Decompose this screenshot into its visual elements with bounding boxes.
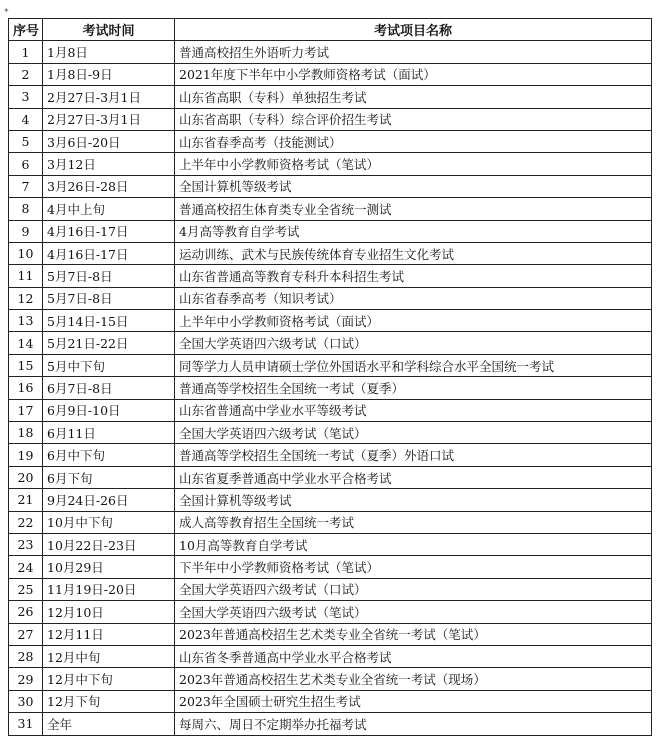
row-time: 4月16日-17日 bbox=[43, 220, 175, 242]
table-row bbox=[9, 354, 652, 376]
row-time: 10月29日 bbox=[43, 556, 175, 578]
row-seq: 5 bbox=[9, 130, 43, 152]
row-seq: 27 bbox=[9, 623, 43, 645]
row-exam-name: 山东省高职（专科）综合评价招生考试 bbox=[175, 108, 652, 130]
row-time: 全年 bbox=[43, 713, 175, 735]
row-time: 4月16日-17日 bbox=[43, 242, 175, 264]
row-time: 3月6日-20日 bbox=[43, 130, 175, 152]
row-seq: 9 bbox=[9, 220, 43, 242]
row-seq: 18 bbox=[9, 422, 43, 444]
table-row bbox=[9, 399, 652, 421]
row-seq: 26 bbox=[9, 601, 43, 623]
row-seq: 10 bbox=[9, 242, 43, 264]
row-exam-name: 全国大学英语四六级考试（口试） bbox=[175, 578, 652, 600]
row-seq: 1 bbox=[9, 41, 43, 63]
row-time: 3月12日 bbox=[43, 153, 175, 175]
table-row bbox=[9, 310, 652, 332]
table-row bbox=[9, 332, 652, 354]
table-row bbox=[9, 466, 652, 488]
table-row bbox=[9, 265, 652, 287]
table-row bbox=[9, 41, 652, 63]
header-time: 考试时间 bbox=[43, 19, 175, 41]
row-seq: 7 bbox=[9, 175, 43, 197]
row-seq: 28 bbox=[9, 645, 43, 667]
row-time: 5月21日-22日 bbox=[43, 332, 175, 354]
table-row bbox=[9, 645, 652, 667]
row-seq: 24 bbox=[9, 556, 43, 578]
row-time: 5月中下旬 bbox=[43, 354, 175, 376]
row-time: 2月27日-3月1日 bbox=[43, 86, 175, 108]
row-exam-name: 普通高等学校招生全国统一考试（夏季）外语口试 bbox=[175, 444, 652, 466]
table-row bbox=[9, 377, 652, 399]
table-row bbox=[9, 220, 652, 242]
row-time: 9月24日-26日 bbox=[43, 489, 175, 511]
row-time: 10月22日-23日 bbox=[43, 533, 175, 555]
row-time: 12月中下旬 bbox=[43, 668, 175, 690]
row-seq: 4 bbox=[9, 108, 43, 130]
row-exam-name: 全国计算机等级考试 bbox=[175, 175, 652, 197]
row-time: 12月下旬 bbox=[43, 690, 175, 712]
table-row bbox=[9, 511, 652, 533]
row-exam-name: 每周六、周日不定期举办托福考试 bbox=[175, 713, 652, 735]
table-row bbox=[9, 601, 652, 623]
row-exam-name: 普通高校招生外语听力考试 bbox=[175, 41, 652, 63]
table-row bbox=[9, 556, 652, 578]
row-time: 5月7日-8日 bbox=[43, 265, 175, 287]
row-time: 4月中上旬 bbox=[43, 198, 175, 220]
table-row bbox=[9, 422, 652, 444]
row-seq: 3 bbox=[9, 86, 43, 108]
row-time: 12月中旬 bbox=[43, 645, 175, 667]
row-exam-name: 山东省普通高等教育专科升本科招生考试 bbox=[175, 265, 652, 287]
table-row bbox=[9, 153, 652, 175]
row-exam-name: 山东省冬季普通高中学业水平合格考试 bbox=[175, 645, 652, 667]
row-exam-name: 同等学力人员申请硕士学位外国语水平和学科综合水平全国统一考试 bbox=[175, 354, 652, 376]
row-seq: 17 bbox=[9, 399, 43, 421]
row-time: 12月10日 bbox=[43, 601, 175, 623]
row-seq: 13 bbox=[9, 310, 43, 332]
row-seq: 30 bbox=[9, 690, 43, 712]
row-seq: 6 bbox=[9, 153, 43, 175]
row-exam-name: 普通高等学校招生全国统一考试（夏季） bbox=[175, 377, 652, 399]
table-row bbox=[9, 489, 652, 511]
row-exam-name: 2021年度下半年中小学教师资格考试（面试） bbox=[175, 63, 652, 85]
table-row bbox=[9, 242, 652, 264]
table-row bbox=[9, 108, 652, 130]
row-seq: 20 bbox=[9, 466, 43, 488]
row-time: 6月7日-8日 bbox=[43, 377, 175, 399]
row-seq: 19 bbox=[9, 444, 43, 466]
row-time: 6月9日-10日 bbox=[43, 399, 175, 421]
row-exam-name: 2023年全国硕士研究生招生考试 bbox=[175, 690, 652, 712]
row-seq: 8 bbox=[9, 198, 43, 220]
row-exam-name: 运动训练、武术与民族传统体育专业招生文化考试 bbox=[175, 242, 652, 264]
table-row bbox=[9, 175, 652, 197]
row-time: 5月14日-15日 bbox=[43, 310, 175, 332]
row-time: 2月27日-3月1日 bbox=[43, 108, 175, 130]
row-exam-name: 山东省普通高中学业水平等级考试 bbox=[175, 399, 652, 421]
table-row bbox=[9, 623, 652, 645]
table-row bbox=[9, 444, 652, 466]
row-time: 6月11日 bbox=[43, 422, 175, 444]
row-exam-name: 山东省春季高考（技能测试） bbox=[175, 130, 652, 152]
table-row bbox=[9, 533, 652, 555]
row-seq: 12 bbox=[9, 287, 43, 309]
row-time: 6月中下旬 bbox=[43, 444, 175, 466]
row-seq: 31 bbox=[9, 713, 43, 735]
row-exam-name: 全国计算机等级考试 bbox=[175, 489, 652, 511]
row-seq: 14 bbox=[9, 332, 43, 354]
row-time: 1月8日-9日 bbox=[43, 63, 175, 85]
row-exam-name: 全国大学英语四六级考试（口试） bbox=[175, 332, 652, 354]
table-row bbox=[9, 690, 652, 712]
row-time: 1月8日 bbox=[43, 41, 175, 63]
table-row bbox=[9, 130, 652, 152]
row-exam-name: 2023年普通高校招生艺术类专业全省统一考试（现场） bbox=[175, 668, 652, 690]
paragraph-mark: ✦ bbox=[3, 6, 10, 15]
row-seq: 21 bbox=[9, 489, 43, 511]
table-row bbox=[9, 578, 652, 600]
row-exam-name: 2023年普通高校招生艺术类专业全省统一考试（笔试） bbox=[175, 623, 652, 645]
row-exam-name: 上半年中小学教师资格考试（笔试） bbox=[175, 153, 652, 175]
table-header-row bbox=[9, 19, 652, 41]
table-row bbox=[9, 713, 652, 735]
header-seq: 序号 bbox=[9, 19, 43, 41]
row-time: 6月下旬 bbox=[43, 466, 175, 488]
row-seq: 15 bbox=[9, 354, 43, 376]
row-time: 3月26日-28日 bbox=[43, 175, 175, 197]
row-seq: 23 bbox=[9, 533, 43, 555]
table-row bbox=[9, 287, 652, 309]
header-name: 考试项目名称 bbox=[175, 19, 652, 41]
row-exam-name: 全国大学英语四六级考试（笔试） bbox=[175, 601, 652, 623]
row-exam-name: 成人高等教育招生全国统一考试 bbox=[175, 511, 652, 533]
row-seq: 22 bbox=[9, 511, 43, 533]
exam-schedule-table bbox=[8, 18, 652, 736]
row-time: 10月中下旬 bbox=[43, 511, 175, 533]
row-time: 11月19日-20日 bbox=[43, 578, 175, 600]
row-seq: 2 bbox=[9, 63, 43, 85]
row-seq: 16 bbox=[9, 377, 43, 399]
row-exam-name: 上半年中小学教师资格考试（面试） bbox=[175, 310, 652, 332]
row-exam-name: 普通高校招生体育类专业全省统一测试 bbox=[175, 198, 652, 220]
row-exam-name: 下半年中小学教师资格考试（笔试） bbox=[175, 556, 652, 578]
table-row bbox=[9, 63, 652, 85]
table-row bbox=[9, 668, 652, 690]
row-exam-name: 山东省夏季普通高中学业水平合格考试 bbox=[175, 466, 652, 488]
row-seq: 29 bbox=[9, 668, 43, 690]
table-row bbox=[9, 198, 652, 220]
row-seq: 11 bbox=[9, 265, 43, 287]
row-time: 12月11日 bbox=[43, 623, 175, 645]
row-seq: 25 bbox=[9, 578, 43, 600]
row-exam-name: 山东省春季高考（知识考试） bbox=[175, 287, 652, 309]
row-exam-name: 10月高等教育自学考试 bbox=[175, 533, 652, 555]
row-exam-name: 全国大学英语四六级考试（笔试） bbox=[175, 422, 652, 444]
row-time: 5月7日-8日 bbox=[43, 287, 175, 309]
table-row bbox=[9, 86, 652, 108]
row-exam-name: 4月高等教育自学考试 bbox=[175, 220, 652, 242]
row-exam-name: 山东省高职（专科）单独招生考试 bbox=[175, 86, 652, 108]
